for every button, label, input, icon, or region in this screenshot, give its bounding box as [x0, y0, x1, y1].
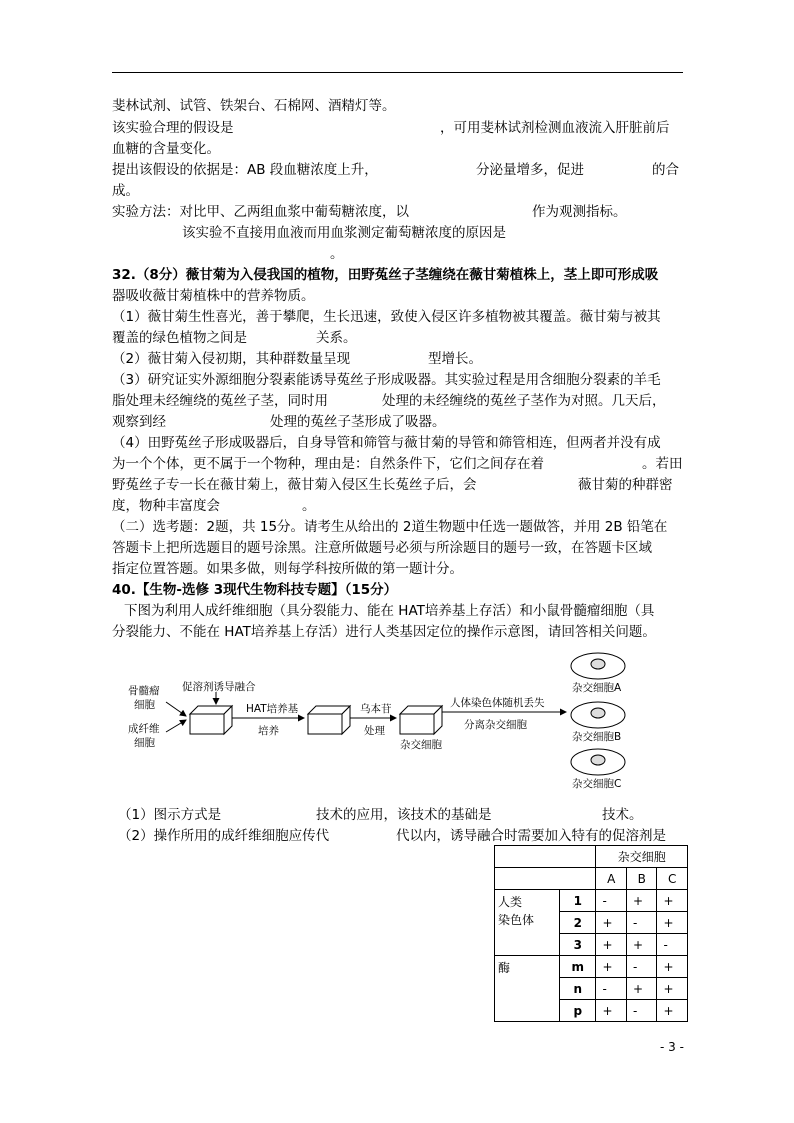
hybrid-cell-table	[494, 845, 688, 1022]
header-rule	[112, 72, 683, 73]
text-line: （2）薇甘菊入侵初期，其种群数量呈现	[112, 351, 351, 367]
hat-label: 培养	[258, 725, 279, 737]
text-line: 实验方法：对比甲、乙两组血浆中葡萄糖浓度，以	[112, 204, 409, 220]
text-line: 观察到经	[112, 414, 166, 430]
text-line: 型增长。	[428, 351, 482, 367]
text-line: 血糖的含量变化。	[112, 141, 220, 157]
text-line: （4）田野菟丝子形成吸器后，自身导管和筛管与薇甘菊的导管和筛管相连，但两者并没有成	[112, 435, 661, 451]
arrow	[166, 702, 186, 716]
question-32-title: 32.（8分）薇甘菊为入侵我国的植物，田野菟丝子茎缠绕在薇甘菊植株上，茎上即可形成吸	[112, 267, 659, 283]
hybrid-cell-b	[571, 702, 625, 728]
text-line: 指定位置答题。如果多做，则每学科按所做的第一题计分。	[112, 561, 463, 577]
group-label-enzyme: 酶	[495, 956, 560, 1022]
hybrid-cell-a	[571, 653, 625, 679]
hybrid-c-label: 杂交细胞C	[572, 778, 622, 790]
loss-label: 人体染色体随机丢失	[450, 697, 545, 709]
table-row: 2 + - +	[495, 912, 688, 934]
table-header: 杂交细胞	[596, 846, 688, 868]
table-row: 3 + + -	[495, 934, 688, 956]
text-line: 度，物种丰富度会	[112, 498, 220, 514]
text-line: （3）研究证实外源细胞分裂素能诱导菟丝子形成吸器。其实验过程是用含细胞分裂素的羊毛	[112, 372, 661, 388]
text-line: 关系。	[316, 330, 357, 346]
hybrid-cell-c	[571, 749, 625, 775]
text-line: 的合	[652, 162, 679, 178]
fibroblast-label: 细胞	[134, 737, 155, 749]
text-line: 处理的菟丝子茎形成了吸器。	[270, 414, 446, 430]
text-line: 代以内，诱导融合时需要加入特有的促溶剂是	[396, 828, 666, 844]
separate-label: 分离杂交细胞	[464, 719, 527, 731]
text-line: 为一个个体，更不属于一个物种，理由是：自然条件下，它们之间存在着	[112, 456, 544, 472]
hat-label: HAT培养基	[246, 703, 299, 715]
culture-box-2	[308, 706, 350, 734]
text-line: 处理的未经缠绕的菟丝子茎作为对照。几天后，	[382, 393, 666, 409]
page-number: - 3 -	[660, 1040, 684, 1054]
question-40-title: 40.【生物-选修 3现代生物科技专题】（15分）	[112, 582, 398, 598]
text-line: （二）选考题：2题，共 15分。请考生从给出的 2道生物题中任选一题做答，并用 2B 铅笔在	[112, 519, 668, 535]
text-line: 。	[302, 498, 316, 514]
myeloma-label: 骨髓瘤	[128, 685, 160, 697]
cell-fusion-diagram	[128, 646, 668, 796]
col-header: C	[657, 868, 688, 890]
text-line: （2）操作所用的成纤维细胞应传代	[118, 828, 330, 844]
fusion-label: 促溶剂诱导融合	[182, 681, 256, 693]
text-line: 技术。	[602, 807, 643, 823]
table-row: 酶 m + - +	[495, 956, 688, 978]
text-line: 。若田	[642, 456, 683, 472]
col-header: A	[596, 868, 627, 890]
text-line: 答题卡上把所选题目的题号涂黑。注意所做题号必须与所涂题目的题号一致，在答题卡区域	[112, 540, 652, 556]
text-line: 野菟丝子专一长在薇甘菊上，薇甘菊入侵区生长菟丝子后，会	[112, 477, 477, 493]
text-line: （1）图示方式是	[118, 807, 222, 823]
group-label-chromosome: 人类 染色体	[495, 890, 560, 956]
text-line: 。	[330, 246, 344, 262]
text-line: 提出该假设的依据是：AB 段血糖浓度上升，	[112, 162, 378, 178]
hybrid-a-label: 杂交细胞A	[572, 682, 622, 694]
text-line: （1）薇甘菊生性喜光，善于攀爬，生长迅速，致使入侵区许多植物被其覆盖。薇甘菊与被其	[112, 309, 661, 325]
ouabain-label: 处理	[364, 725, 385, 737]
culture-box-1	[190, 706, 232, 734]
arrow	[166, 720, 186, 732]
myeloma-label: 细胞	[134, 699, 155, 711]
text-line: 技术的应用，该技术的基础是	[316, 807, 492, 823]
text-line: 成。	[112, 183, 139, 199]
text-line: 脂处理未经缠绕的菟丝子茎，同时用	[112, 393, 328, 409]
table-row: 人类 染色体 1 - + +	[495, 890, 688, 912]
text-line: 分泌量增多，促进	[476, 162, 584, 178]
text-line: 该实验合理的假设是	[112, 120, 234, 136]
hybrid-b-label: 杂交细胞B	[572, 731, 622, 743]
text-line: 覆盖的绿色植物之间是	[112, 330, 247, 346]
text-line: 器吸收薇甘菊植株中的营养物质。	[112, 288, 315, 304]
text-line: 斐林试剂、试管、铁架台、石棉网、酒精灯等。	[112, 98, 396, 114]
text-line: ，可用斐林试剂检测血液流入肝脏前后	[440, 120, 670, 136]
text-line: 分裂能力、不能在 HAT培养基上存活）进行人类基因定位的操作示意图，请回答相关问题。	[112, 624, 656, 640]
text-line: 薇甘菊的种群密	[578, 477, 673, 493]
table-row: n - + +	[495, 978, 688, 1000]
hybrid-label: 杂交细胞	[400, 739, 442, 751]
col-header: B	[626, 868, 657, 890]
fibroblast-label: 成纤维	[128, 723, 160, 735]
table-row: p + - +	[495, 1000, 688, 1022]
hybrid-cell-box	[400, 706, 442, 734]
text-line: 作为观测指标。	[532, 204, 627, 220]
text-line: 该实验不直接用血液而用血浆测定葡萄糖浓度的原因是	[182, 225, 506, 241]
text-line: 下图为利用人成纤维细胞（具分裂能力、能在 HAT培养基上存活）和小鼠骨髓瘤细胞（具	[124, 603, 655, 619]
ouabain-label: 乌本苷	[360, 703, 392, 715]
